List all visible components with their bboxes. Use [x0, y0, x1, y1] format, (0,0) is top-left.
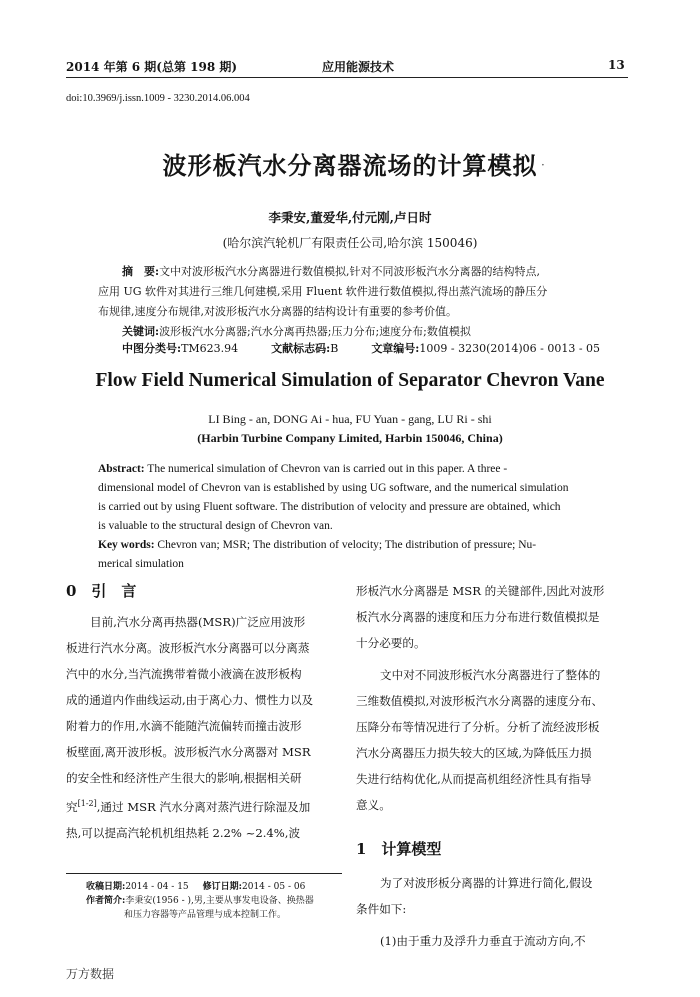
- keywords-cn-label: 关键词:: [122, 325, 160, 338]
- keywords-en-line: Chevron van; MSR; The distribution of velocity; The distribution of pressure; Nu-: [154, 539, 537, 551]
- body-line: 条件如下:: [356, 902, 407, 916]
- abstract-cn-line: 应用 UG 软件对其进行三维几何建模,采用 Fluent 软件进行数值模拟,得出蒸汽流场的静压分: [98, 285, 548, 298]
- doc-code-value: B: [330, 342, 339, 355]
- citation: [1-2]: [77, 799, 97, 808]
- affiliation-cn: (哈尔滨汽轮机厂有限责任公司,哈尔滨 150046): [222, 236, 478, 250]
- body-line: 汽水分离器压力损失较大的区域,为降低压力损: [356, 746, 592, 760]
- doc-code-label: 文献标志码:: [271, 342, 331, 355]
- body-line: 压降分布等情况进行了分析。分析了流经波形板: [356, 720, 600, 734]
- section-1-body: [356, 870, 628, 954]
- header-journal: 应用能源技术: [322, 60, 395, 74]
- body-line: 十分必要的。: [356, 636, 426, 650]
- authors-en: LI Bing - an, DONG Ai - hua, FU Yuan - gang, LU Ri - shi: [208, 412, 492, 426]
- authors-cn: 李秉安,董爱华,付元刚,卢日时: [268, 210, 432, 225]
- body-line: 汽中的水分,当汽流携带着微小液滴在波形板构: [66, 667, 302, 681]
- body-line: 板汽水分离器的速度和压力分布进行数值模拟是: [356, 610, 600, 624]
- keywords-en-label: Key words:: [98, 539, 155, 551]
- abstract-en-line: is carried out by using Fluent software. The distribution of velocity and pressure are obtained, which: [98, 501, 561, 513]
- section-0-heading: 0 引 言: [66, 582, 137, 600]
- classification-row: [122, 340, 600, 356]
- clc-label: 中图分类号:: [122, 342, 182, 355]
- abstract-en: [98, 460, 608, 574]
- body-line: 板进行汽水分离。波形板汽水分离器可以分离蒸: [66, 641, 310, 655]
- body-line: 热,可以提高汽轮机机组热耗 2.2% ~2.4%,波: [66, 825, 301, 840]
- body-line: 成的通道内作曲线运动,由于离心力、惯性力以及: [66, 693, 314, 707]
- body-line: 文中对不同波形板汽水分离器进行了整体的: [380, 668, 601, 682]
- abstract-cn-label: 摘 要:: [122, 265, 160, 278]
- title-en: Flow Field Numerical Simulation of Separator Chevron Vane: [95, 370, 605, 391]
- body-line: 意义。: [356, 798, 391, 812]
- abstract-en-line: The numerical simulation of Chevron van is carried out in this paper. A three -: [144, 463, 508, 475]
- abstract-en-line: is valuable to the structural design of Chevron van.: [98, 520, 333, 532]
- stray-mark: ·: [541, 158, 545, 172]
- footnote-rule: [66, 873, 342, 874]
- body-line: (1)由于重力及浮升力垂直于流动方向,不: [380, 934, 586, 948]
- body-line: 形板汽水分离器是 MSR 的关键部件,因此对波形: [356, 584, 605, 598]
- footnote: 收稿日期:2014 - 04 - 15 修订日期:2014 - 05 - 06 作者简介:李秉安(1956 - ),男,主要从事发电设备、换热器 和压力容器等产品管理与成本控制工作。: [86, 882, 314, 920]
- article-number-value: 1009 - 3230(2014)06 - 0013 - 05: [419, 342, 601, 355]
- clc-value: TM623.94: [181, 342, 239, 355]
- body-line: 为了对波形板分离器的计算进行简化,假设: [380, 876, 593, 890]
- keywords-cn-text: 波形板汽水分离器;汽水分离再热器;压力分布;速度分布;数值模拟: [159, 325, 471, 338]
- watermark: 万方数据: [66, 967, 115, 981]
- left-column: [66, 609, 342, 846]
- affiliation-en: (Harbin Turbine Company Limited, Harbin 150046, China): [197, 431, 503, 445]
- body-line: 三维数值模拟,对波形板汽水分离器的速度分布、: [356, 694, 604, 708]
- header-page-number: 13: [608, 58, 625, 72]
- abstract-cn: [98, 262, 608, 342]
- body-line: 附着力的作用,水滴不能随汽流偏转而撞击波形: [66, 719, 302, 733]
- section-1-heading: 1 计算模型: [356, 840, 442, 858]
- abstract-en-label: Abstract:: [98, 463, 145, 475]
- abstract-cn-line: 文中对波形板汽水分离器进行数值模拟,针对不同波形板汽水分离器的结构特点,: [159, 265, 541, 278]
- keywords-en-line: merical simulation: [98, 558, 184, 570]
- abstract-en-line: dimensional model of Chevron van is established by using UG software, and the numerical simulation: [98, 482, 569, 494]
- body-line: 板壁面,离开波形板。波形板汽水分离器对 MSR: [66, 745, 311, 759]
- abstract-cn-line: 布规律,速度分布规律,对波形板汽水分离器的结构设计有重要的参考价值。: [98, 305, 457, 318]
- body-line: 目前,汽水分离再热器(MSR)广泛应用波形: [90, 615, 306, 629]
- doi: doi:10.3969/j.issn.1009 - 3230.2014.06.004: [66, 93, 250, 104]
- body-line-citation: 究[1-2],通过 MSR 汽水分离对蒸汽进行除湿及加: [66, 799, 311, 814]
- header-issue: 2014 年第 6 期(总第 198 期): [66, 60, 238, 74]
- body-line: 失进行结构优化,从而提高机组经济性具有指导: [356, 772, 592, 786]
- body-line: 的安全性和经济性产生很大的影响,根据相关研: [66, 771, 302, 785]
- article-number-label: 文章编号:: [371, 342, 420, 355]
- right-column: [356, 578, 628, 818]
- header-rule: [66, 77, 628, 78]
- title-cn: 波形板汽水分离器流场的计算模拟: [162, 151, 538, 180]
